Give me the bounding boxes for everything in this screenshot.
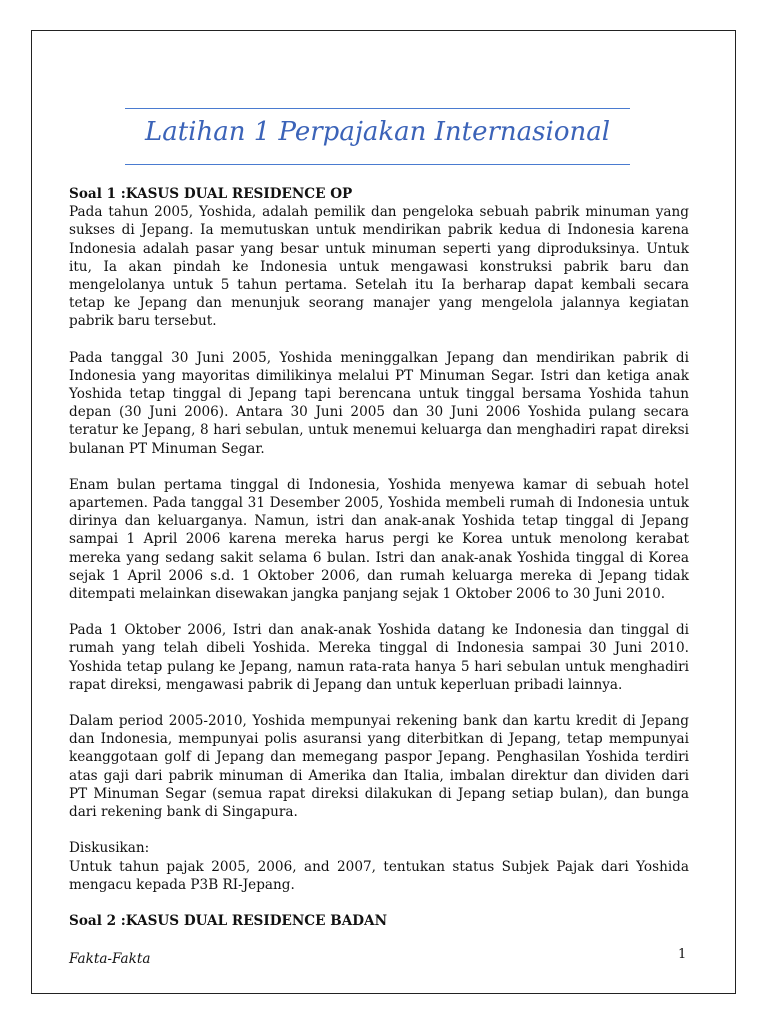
document-body	[69, 185, 689, 968]
soal1-paragraph-5: Dalam period 2005-2010, Yoshida mempunyai rekening bank dan kartu kredit di Jepang dan Indonesia, mempunyai polis asuransi yang diterbitkan di Jepang, tetap mempunyai keanggotaan golf di Jepang dan memegang paspor Jepang. Penghasilan Yoshida terdiri atas gaji dari pabrik minuman di Amerika dan Italia, imbalan direktur dan dividen dari PT Minuman Segar (semua rapat direksi dilakukan di Jepang setiap bulan), dan bunga dari rekening bank di Singapura.	[69, 713, 689, 821]
soal1-heading: Soal 1 :KASUS DUAL RESIDENCE OP	[69, 186, 353, 202]
title-bottom-rule	[125, 164, 630, 165]
page-number: 1	[678, 947, 687, 962]
discussion-text: Untuk tahun pajak 2005, 2006, and 2007, tentukan status Subjek Pajak dari Yoshida mengacu kepada P3B RI-Jepang.	[69, 858, 689, 893]
soal1-paragraph-2: Pada tanggal 30 Juni 2005, Yoshida meninggalkan Jepang dan mendirikan pabrik di Indonesia yang mayoritas dimilikinya melalui PT Minuman Segar. Istri dan ketiga anak Yoshida tetap tinggal di Jepang tapi berencana untuk tinggal bersama Yoshida tahun depan (30 Juni 2006). Antara 30 Juni 2005 dan 30 Juni 2006 Yoshida pulang secara teratur ke Jepang, 8 hari sebulan, untuk menemui keluarga dan menghadiri rapat direksi bulanan PT Minuman Segar.	[69, 349, 689, 457]
soal1-paragraph-4: Pada 1 Oktober 2006, Istri dan anak-anak Yoshida datang ke Indonesia dan tinggal di rumah yang telah dibeli Yoshida. Mereka tinggal di Indonesia sampai 30 Juni 2010. Yoshida tetap pulang ke Jepang, namun rata-rata hanya 5 hari sebulan untuk menghadiri rapat direksi, mengawasi pabrik di Jepang dan untuk keperluan pribadi lainnya.	[69, 622, 689, 693]
document-title: Latihan 1 Perpajakan Internasional	[144, 117, 611, 147]
title-top-rule	[125, 108, 630, 109]
discussion-label: Diskusikan:	[69, 840, 150, 857]
soal1-paragraph-1: Pada tahun 2005, Yoshida, adalah pemilik dan pengeloka sebuah pabrik minuman yang sukses di Jepang. Ia memutuskan untuk mendirikan pabrik kedua di Indonesia karena Indonesia adalah pasar yang besar untuk minuman seperti yang diproduksinya. Untuk itu, Ia akan pindah ke Indonesia untuk mengawasi konstruksi pabrik baru dan mengelolanya untuk 5 tahun pertama. Setelah itu Ia berharap dapat kembali secara tetap ke Jepang dan menunjuk seorang manajer yang mengelola jalannya kegiatan pabrik baru tersebut.	[69, 204, 689, 330]
soal1-paragraph-3: Enam bulan pertama tinggal di Indonesia, Yoshida menyewa kamar di sebuah hotel apartemen. Pada tanggal 31 Desember 2005, Yoshida membeli rumah di Indonesia untuk dirinya dan keluarganya. Namun, istri dan anak-anak Yoshida tetap tinggal di Jepang sampai 1 April 2006 karena mereka harus pergi ke Korea untuk menolong kerabat mereka yang sedang sakit selama 6 bulan. Istri dan anak-anak Yoshida tinggal di Korea sejak 1 April 2006 s.d. 1 Oktober 2006, dan rumah keluarga mereka di Jepang tidak ditempati melainkan disewakan jangka panjang sejak 1 Oktober 2006 to 30 Juni 2010.	[69, 476, 689, 603]
soal2-heading: Soal 2 :KASUS DUAL RESIDENCE BADAN	[69, 912, 388, 929]
soal2-subheading: Fakta-Fakta	[69, 951, 151, 968]
